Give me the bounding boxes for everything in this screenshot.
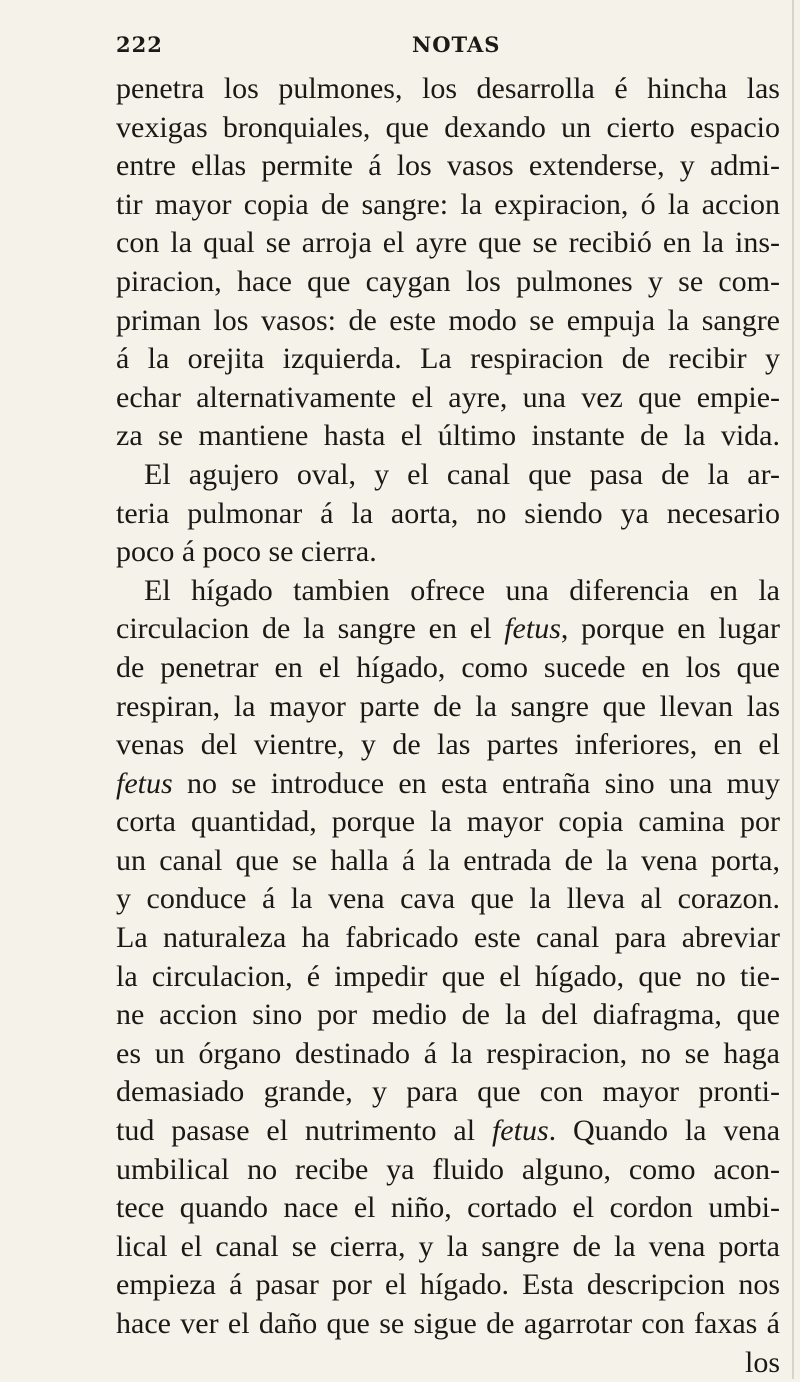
page-number: 222 [116, 32, 163, 57]
text-line: za se mantiene hasta el último instante de la vida. [116, 419, 780, 453]
text-line: vexigas bronquiales, que dexando un cierto espacio [116, 110, 780, 144]
running-head: NOTAS [412, 32, 501, 57]
text-line: es un órgano destinado á la respiracion, no se haga [116, 1036, 780, 1070]
text-line: venas del vientre, y de las partes inferiores, en el [116, 728, 780, 762]
text-line: piracion, hace que caygan los pulmones y se com- [116, 264, 780, 298]
body-text [116, 70, 780, 1382]
text-line: hace ver el daño que se sigue de agarrotar con faxas á [116, 1307, 780, 1340]
text-line: la circulacion, é impedir que el hígado, que no tie- [116, 959, 780, 993]
text-line: tece quando nace el niño, cortado el cordon umbi- [116, 1191, 780, 1225]
text-line: priman los vasos: de este modo se empuja la sangre [116, 303, 780, 337]
catchword: los [744, 1345, 780, 1379]
text-line: circulacion de la sangre en el fetus, porque en lugar [116, 612, 780, 646]
text-line: tir mayor copia de sangre: la expiracion, ó la accion [116, 187, 780, 221]
text-line: entre ellas permite á los vasos extenderse, y admi- [116, 149, 780, 183]
page-header [116, 32, 776, 66]
text-line: de penetrar en el hígado, como sucede en los que [116, 650, 780, 684]
text-line: teria pulmonar á la aorta, no siendo ya necesario [116, 496, 780, 530]
text-line: respiran, la mayor parte de la sangre que llevan las [116, 689, 780, 723]
text-line: á la orejita izquierda. La respiracion de recibir y [116, 342, 780, 376]
text-line: penetra los pulmones, los desarrolla é hincha las [116, 72, 780, 105]
page-edge-shadow [792, 0, 794, 1379]
text-line: poco á poco se cierra. [116, 535, 377, 569]
text-line: umbilical no recibe ya fluido alguno, como acon- [116, 1152, 780, 1186]
text-line: con la qual se arroja el ayre que se recibió en la ins- [116, 226, 780, 260]
text-line: y conduce á la vena cava que la lleva al corazon. [116, 882, 780, 916]
text-line: ne accion sino por medio de la del diafragma, que [116, 998, 780, 1032]
text-line: El agujero oval, y el canal que pasa de la ar- [144, 457, 780, 491]
text-line: tud pasase el nutrimento al fetus. Quando la vena [116, 1114, 781, 1148]
text-line: lical el canal se cierra, y la sangre de la vena porta [116, 1229, 780, 1263]
text-line: demasiado grande, y para que con mayor pronti- [116, 1075, 780, 1109]
text-line: corta quantidad, porque la mayor copia camina por [116, 805, 780, 839]
text-line: La naturaleza ha fabricado este canal para abreviar [116, 921, 780, 955]
text-line: empieza á pasar por el hígado. Esta descripcion nos [116, 1268, 780, 1302]
text-line: echar alternativamente el ayre, una vez que empie- [116, 380, 780, 414]
text-line: El hígado tambien ofrece una diferencia en la [144, 573, 780, 607]
text-line: un canal que se halla á la entrada de la vena porta, [116, 843, 780, 877]
text-line: fetus no se introduce en esta entraña sino una muy [116, 766, 780, 800]
